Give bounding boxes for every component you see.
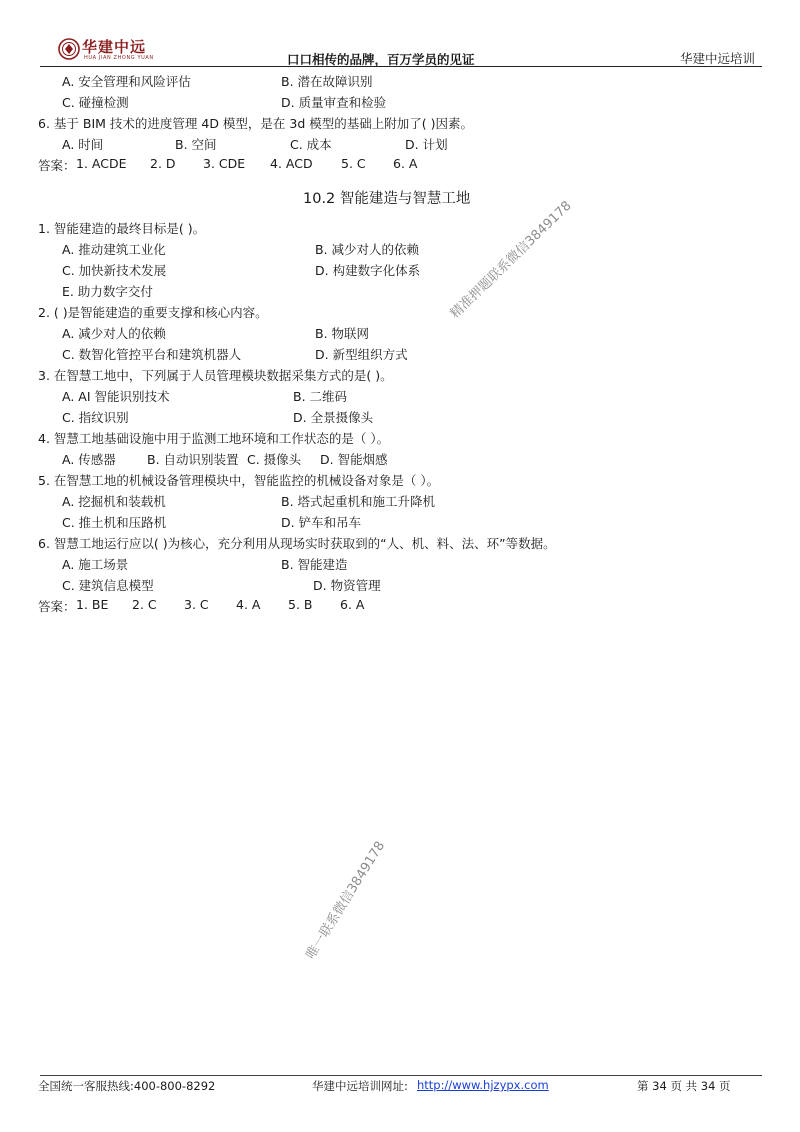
header-brand: 华建中远培训	[680, 51, 756, 66]
prev-answer-label: 答案：	[38, 158, 76, 173]
q2-option-c: C. 数智化管控平台和建筑机器人	[62, 347, 242, 362]
q6-option-a: A. 施工场景	[62, 557, 129, 572]
q3-option-d: D. 全景摄像头	[293, 410, 374, 425]
question-2: 2. ( )是智能建造的重要支撑和核心内容。	[38, 305, 268, 320]
q4-option-a: A. 传感器	[62, 452, 116, 467]
prev-option-a: A. 安全管理和风险评估	[62, 74, 191, 89]
q4-option-c: C. 摄像头	[247, 452, 302, 467]
question-5: 5. 在智慧工地的机械设备管理模块中，智能监控的机械设备对象是（ ）。	[38, 473, 440, 488]
section-title: 10.2 智能建造与智慧工地	[303, 191, 471, 207]
q2-option-b: B. 物联网	[315, 326, 370, 341]
prev-answer-2: 2. D	[150, 156, 176, 171]
prev-option-c: C. 碰撞检测	[62, 95, 129, 110]
q1-option-c: C. 加快新技术发展	[62, 263, 167, 278]
answer-2: 2. C	[132, 597, 157, 612]
prev-q6-option-a: A. 时间	[62, 137, 104, 152]
answer-3: 3. C	[184, 597, 209, 612]
q1-option-d: D. 构建数字化体系	[315, 263, 421, 278]
q2-option-a: A. 减少对人的依赖	[62, 326, 166, 341]
footer-site-label: 华建中远培训网址:	[312, 1079, 408, 1093]
watermark-upper: 精准押题联系微信3849178	[447, 198, 575, 322]
prev-answer-6: 6. A	[393, 156, 418, 171]
logo-seal-icon	[58, 38, 80, 60]
brand-logo	[58, 36, 170, 64]
answer-6: 6. A	[340, 597, 365, 612]
q5-option-b: B. 塔式起重机和施工升降机	[281, 494, 436, 509]
logo-text: 华建中远	[82, 38, 147, 56]
q6-option-b: B. 智能建造	[281, 557, 348, 572]
question-3: 3. 在智慧工地中，下列属于人员管理模块数据采集方式的是( )。	[38, 368, 393, 383]
question-1: 1. 智能建造的最终目标是( )。	[38, 221, 206, 236]
q3-option-a: A. AI 智能识别技术	[62, 389, 170, 404]
q5-option-c: C. 推土机和压路机	[62, 515, 167, 530]
footer-site-link[interactable]: http://www.hjzypx.com	[417, 1078, 549, 1092]
footer-page-info: 第 34 页 共 34 页	[637, 1079, 731, 1093]
question-4: 4. 智慧工地基础设施中用于监测工地环境和工作状态的是（ ）。	[38, 431, 390, 446]
prev-answer-4: 4. ACD	[270, 156, 313, 171]
header-slogan: 口口相传的品牌，百万学员的见证	[287, 52, 475, 67]
q1-option-e: E. 助力数字交付	[62, 284, 153, 299]
prev-q6-option-b: B. 空间	[175, 137, 217, 152]
answer-1: 1. BE	[76, 597, 109, 612]
q4-option-b: B. 自动识别装置	[147, 452, 239, 467]
prev-answer-1: 1. ACDE	[76, 156, 127, 171]
watermark-lower: 唯一联系微信3849178	[303, 838, 389, 963]
q5-option-d: D. 铲车和吊车	[281, 515, 362, 530]
answer-5: 5. B	[288, 597, 313, 612]
q1-option-a: A. 推动建筑工业化	[62, 242, 166, 257]
answer-label: 答案：	[38, 599, 76, 614]
prev-q6-option-c: C. 成本	[290, 137, 332, 152]
question-6: 6. 智慧工地运行应以( )为核心，充分利用从现场实时获取到的“人、机、料、法、环”等数据。	[38, 536, 556, 551]
prev-answer-5: 5. C	[341, 156, 366, 171]
answer-4: 4. A	[236, 597, 261, 612]
prev-option-d: D. 质量审查和检验	[281, 95, 387, 110]
q1-option-b: B. 减少对人的依赖	[315, 242, 420, 257]
prev-q6-option-d: D. 计划	[405, 137, 448, 152]
prev-question-6: 6. 基于 BIM 技术的进度管理 4D 模型，是在 3d 模型的基础上附加了( )因素。	[38, 116, 473, 131]
prev-option-b: B. 潜在故障识别	[281, 74, 373, 89]
logo-subtitle: HUA JIAN ZHONG YUAN	[84, 55, 154, 61]
q4-option-d: D. 智能烟感	[320, 452, 388, 467]
q6-option-c: C. 建筑信息模型	[62, 578, 154, 593]
footer-hotline: 全国统一客服热线:400-800-8292	[38, 1079, 216, 1093]
q5-option-a: A. 挖掘机和装载机	[62, 494, 166, 509]
prev-answer-3: 3. CDE	[203, 156, 246, 171]
q6-option-d: D. 物资管理	[313, 578, 381, 593]
footer-divider	[40, 1075, 762, 1076]
q2-option-d: D. 新型组织方式	[315, 347, 408, 362]
q3-option-b: B. 二维码	[293, 389, 348, 404]
q3-option-c: C. 指纹识别	[62, 410, 129, 425]
header-divider	[40, 66, 762, 67]
